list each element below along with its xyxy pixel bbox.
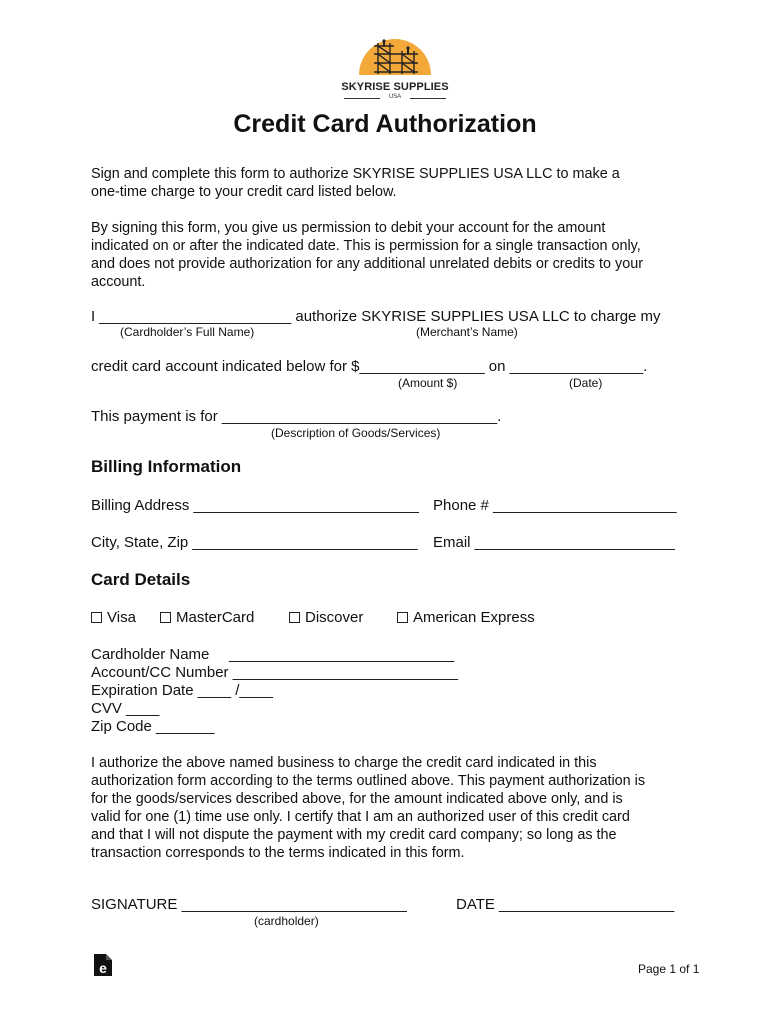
permission-line: and does not provide authorization for any additional unrelated debits or credits to your bbox=[91, 256, 643, 272]
discover-checkbox[interactable] bbox=[289, 612, 300, 623]
agreement-line: for the goods/services described above, for the amount indicated above only, and is bbox=[91, 791, 623, 807]
cardholder-label: (cardholder) bbox=[254, 914, 319, 928]
sun-shape bbox=[359, 39, 431, 75]
agreement-line: valid for one (1) time use only. I certify that I am an authorized user of this credit card bbox=[91, 809, 630, 825]
signature-date-field[interactable]: DATE _____________________ bbox=[456, 896, 675, 913]
merchant-name-label: (Merchant’s Name) bbox=[416, 325, 518, 339]
permission-line: indicated on or after the indicated date. This is permission for a single transaction only, bbox=[91, 238, 641, 254]
page-number: Page 1 of 1 bbox=[638, 962, 700, 976]
agreement-paragraph bbox=[91, 754, 681, 862]
intro-line: one-time charge to your credit card listed below. bbox=[91, 184, 397, 200]
signature-field[interactable]: SIGNATURE ___________________________ bbox=[91, 896, 407, 913]
card-option-visa[interactable]: Visa bbox=[91, 609, 136, 626]
email-field[interactable]: Email ________________________ bbox=[433, 534, 675, 551]
description-label: (Description of Goods/Services) bbox=[271, 426, 441, 440]
card-option-mastercard[interactable]: MasterCard bbox=[160, 609, 254, 626]
logo-sub-text: USA bbox=[388, 94, 402, 100]
mastercard-checkbox[interactable] bbox=[160, 612, 171, 623]
cardholder-name-field[interactable]: ___________________________ bbox=[229, 646, 455, 663]
date-label: (Date) bbox=[569, 376, 603, 390]
american-express-checkbox[interactable] bbox=[397, 612, 408, 623]
document-icon bbox=[93, 953, 113, 977]
city-state-zip-field[interactable]: City, State, Zip ___________________________ bbox=[91, 534, 418, 551]
card-details-heading: Card Details bbox=[91, 570, 191, 589]
logo-right-rule bbox=[410, 98, 446, 99]
card-option-american-express[interactable]: American Express bbox=[397, 609, 535, 626]
card-option-discover[interactable]: Discover bbox=[289, 609, 363, 626]
billing-address-field[interactable]: Billing Address ___________________________ bbox=[91, 497, 419, 514]
logo-brand-text: SKYRISE SUPPLIES bbox=[341, 81, 449, 93]
agreement-line: I authorize the above named business to charge the credit card indicated in this bbox=[91, 755, 597, 771]
billing-heading: Billing Information bbox=[91, 457, 242, 476]
phone-field[interactable]: Phone # ______________________ bbox=[433, 497, 677, 514]
amount-date-line[interactable]: credit card account indicated below for $_______________ on ________________. bbox=[91, 358, 648, 375]
amount-label: (Amount $) bbox=[398, 376, 458, 390]
intro-paragraph bbox=[91, 165, 681, 201]
page-title: Credit Card Authorization bbox=[233, 110, 537, 138]
cardholder-full-name-label: (Cardholder’s Full Name) bbox=[120, 325, 255, 339]
payment-description-line[interactable]: This payment is for _________________________________. bbox=[91, 408, 502, 425]
permission-line: By signing this form, you give us permission to debit your account for the amount bbox=[91, 220, 606, 236]
svg-text:e: e bbox=[99, 960, 107, 976]
authorize-line[interactable]: I _______________________ authorize SKYRISE SUPPLIES USA LLC to charge my bbox=[91, 308, 661, 325]
cvv-field[interactable]: CVV ____ bbox=[91, 700, 160, 717]
agreement-line: and that I will not dispute the payment with my credit card company; so long as the bbox=[91, 827, 617, 843]
zip-code-field[interactable]: Zip Code _______ bbox=[91, 718, 215, 735]
account-number-field[interactable]: Account/CC Number ___________________________ bbox=[91, 664, 458, 681]
visa-checkbox[interactable] bbox=[91, 612, 102, 623]
permission-line: account. bbox=[91, 274, 146, 290]
agreement-line: authorization form according to the terms outlined above. This payment authorization is bbox=[91, 773, 646, 789]
cardholder-name-label: Cardholder Name bbox=[91, 646, 210, 663]
expiration-date-field[interactable]: Expiration Date ____ /____ bbox=[91, 682, 273, 699]
intro-line: Sign and complete this form to authorize SKYRISE SUPPLIES USA LLC to make a bbox=[91, 166, 620, 182]
agreement-line: transaction corresponds to the terms indicated in this form. bbox=[91, 845, 465, 861]
permission-paragraph bbox=[91, 219, 681, 291]
